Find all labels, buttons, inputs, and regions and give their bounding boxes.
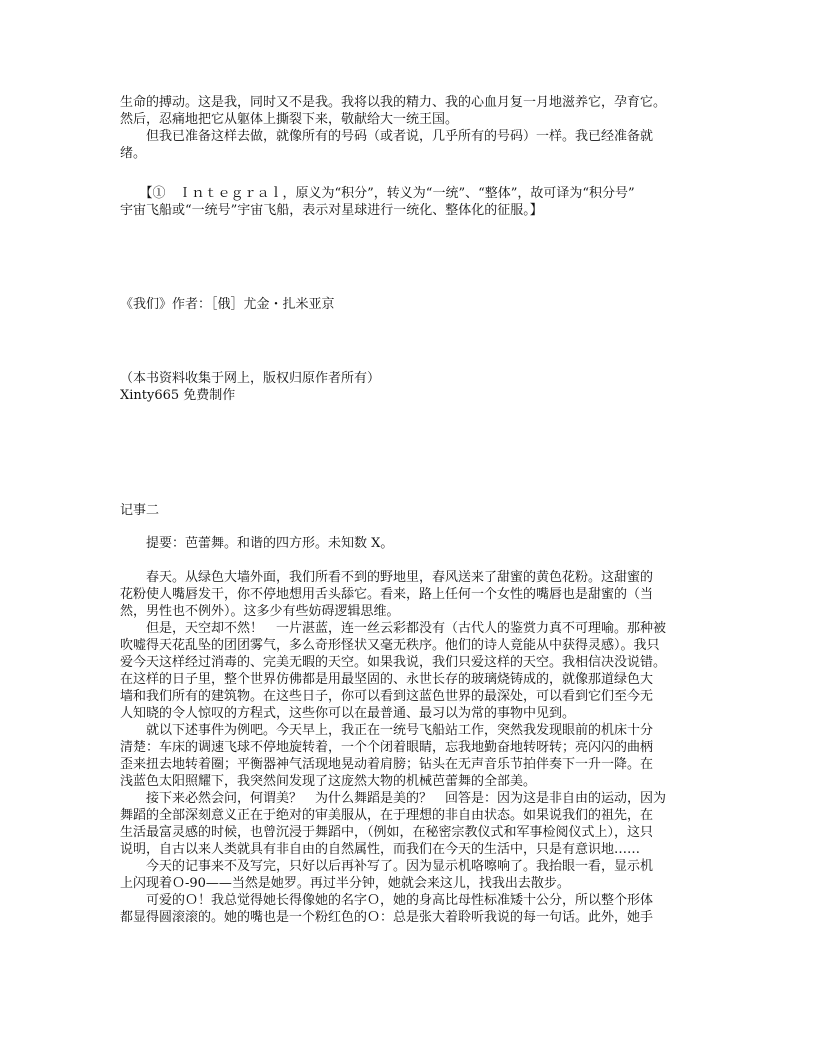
chapter-title: 记事二 (120, 503, 160, 518)
source-note-line-1: （本书资料收集于网上，版权归原作者所有） (120, 371, 381, 386)
book-credit: 《我们》作者：［俄］尤金・扎米亚京 (120, 297, 335, 312)
text-line: 绪。 (120, 146, 147, 161)
text-line: 人知晓的令人惊叹的方程式，这些你可以在最普通、最习以为常的事物中见到。 (120, 706, 576, 721)
source-note-line-2: Xinty665 免费制作 (120, 388, 236, 403)
text-line: 然，男性也不例外）。这多少有些妨碍逻辑思维。 (120, 604, 400, 619)
text-line: 就以下述事件为例吧。今天早上，我正在一统号飞船站工作，突然我发现眼前的机床十分 (120, 723, 654, 738)
text-line: 上闪现着Ｏ-90——当然是她罗。再过半分钟，她就会来这儿，找我出去散步。 (120, 876, 570, 891)
chapter-body (120, 569, 695, 926)
text-line: 舞蹈的全部深刻意义正在于绝对的审美服从，在于理想的非自由状态。如果说我们的祖先，在 (120, 808, 654, 823)
text-line: 说明，自古以来人类就具有非自由的自然属性，而我们在今天的生活中，只是有意识地…… (120, 842, 641, 857)
text-line: 生活最富灵感的时候，也曾沉浸于舞蹈中，（例如，在秘密宗教仪式和军事检阅仪式上），这只 (120, 825, 654, 840)
text-line: 春天。从绿色大墙外面，我们所看不到的野地里，春风送来了甜蜜的黄色花粉。这甜蜜的 (120, 570, 654, 585)
text-line: 在这样的日子里，整个世界仿佛都是用最坚固的、永世长存的玻璃烧铸成的，就像那道绿色大 (120, 672, 654, 687)
text-line: 然后，忍痛地把它从躯体上撕裂下来，敬献给大一统王国。 (120, 112, 459, 127)
text-line: 都显得圆滚滚的。她的嘴也是一个粉红色的Ｏ：总是张大着聆听我说的每一句话。此外，她手 (120, 910, 654, 925)
text-line: 歪来扭去地转着圈；平衡器神气活现地晃动着肩膀；钻头在无声音乐节拍伴奏下一升一降。在 (120, 757, 654, 772)
chapter-summary: 提要：芭蕾舞。和谐的四方形。未知数 X。 (120, 536, 394, 551)
text-line: 但是，天空却不然！ 一片湛蓝，连一丝云彩都没有（古代人的鉴赏力真不可理喻。那种被 (120, 621, 667, 636)
footnote-line: 【① Ｉｎｔｅｇｒａｌ，原义为“积分”，转义为“一统”、“整体”，故可译为“积分号” (120, 186, 635, 201)
text-line: 接下来必然会问，何谓美？ 为什么舞蹈是美的？ 回答是：因为这是非自由的运动，因为 (120, 791, 667, 806)
text-line: 生命的搏动。这是我，同时又不是我。我将以我的精力、我的心血月复一月地滋养它，孕育它。 (120, 95, 667, 110)
text-line: 清楚：车床的调速飞球不停地旋转着，一个个闭着眼睛，忘我地勤奋地转呀转；亮闪闪的曲柄 (120, 740, 654, 755)
footnote-line: 宇宙飞船或“一统号”宇宙飞船，表示对星球进行一统化、整体化的征服。】 (120, 203, 543, 218)
text-line: 爱今天这样经过消毒的、完美无暇的天空。如果我说，我们只爱这样的天空。我相信决没说错。 (120, 655, 667, 670)
text-line: 花粉使人嘴唇发干，你不停地想用舌头舔它。看来，路上任何一个女性的嘴唇也是甜蜜的（当 (120, 587, 654, 602)
text-line: 吹嘘得天花乱坠的团团雾气，多么奇形怪状又毫无秩序。他们的诗人竟能从中获得灵感）。我只 (120, 638, 660, 653)
text-line: 墙和我们所有的建筑物。在这些日子，你可以看到这蓝色世界的最深处，可以看到它们至今无 (120, 689, 654, 704)
top-paragraph (120, 94, 695, 162)
text-line: 但我已准备这样去做，就像所有的号码（或者说，几乎所有的号码）一样。我已经准备就 (120, 129, 654, 144)
footnote (120, 185, 695, 219)
text-line: 浅蓝色太阳照耀下，我突然间发现了这庞然大物的机械芭蕾舞的全部美。 (120, 774, 537, 789)
text-line: 今天的记事来不及写完，只好以后再补写了。因为显示机咯嚓响了。我抬眼一看，显示机 (120, 859, 654, 874)
text-line: 可爱的Ｏ！我总觉得她长得像她的名字Ｏ，她的身高比母性标准矮十公分，所以整个形体 (120, 893, 654, 908)
